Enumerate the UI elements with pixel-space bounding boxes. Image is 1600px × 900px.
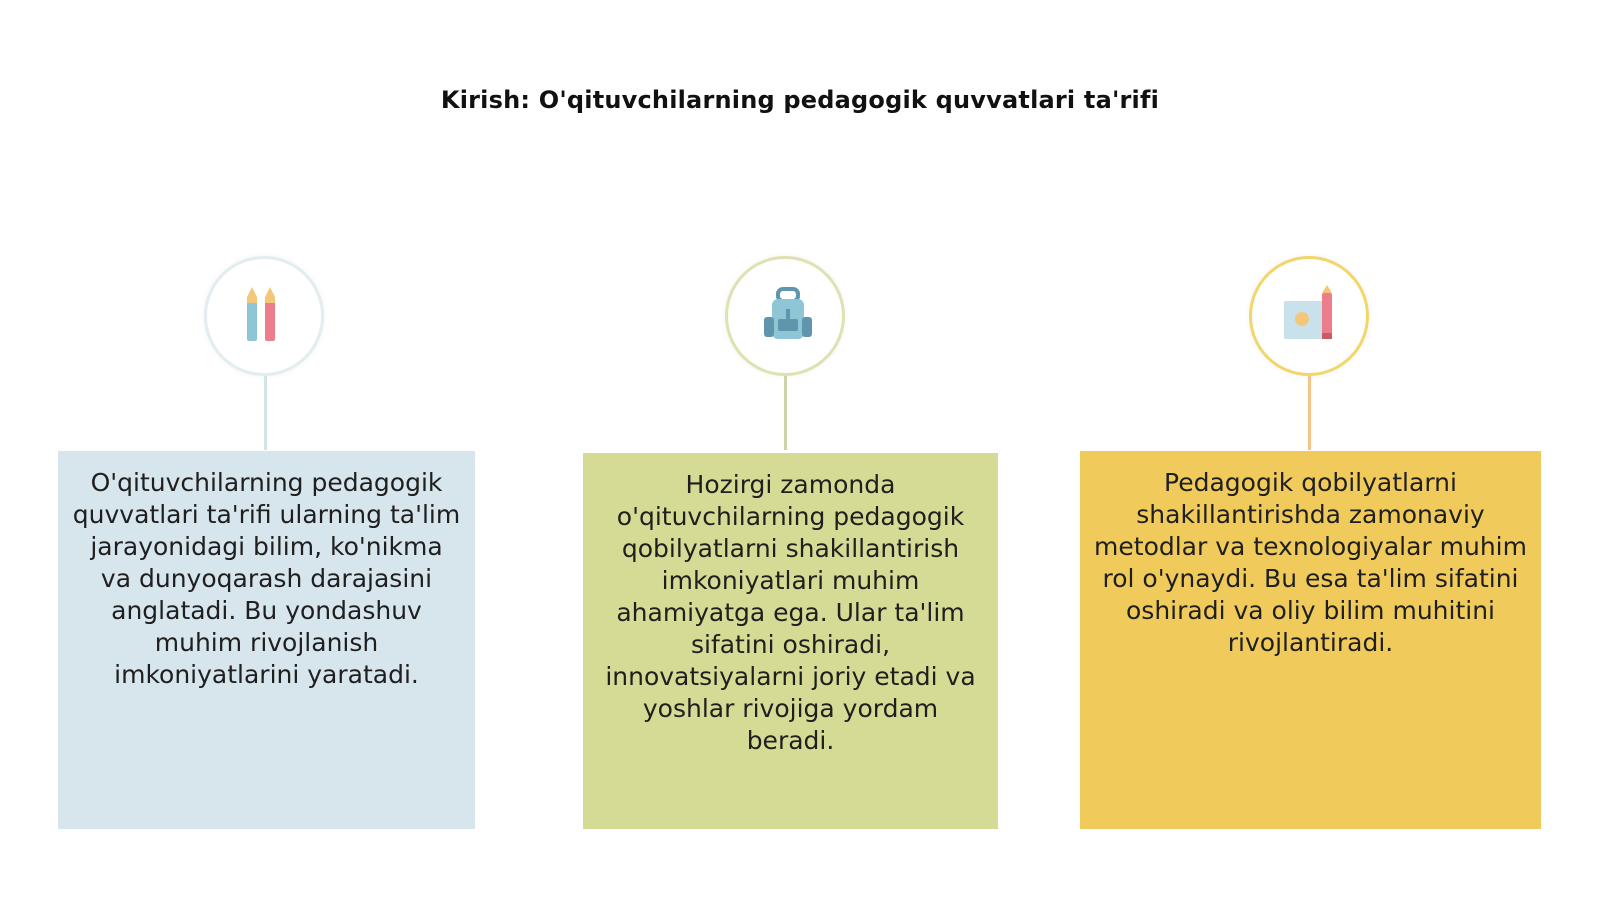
- card-1-text: O'qituvchilarning pedagogik quvvatlari ta'rifi ularning ta'lim jarayonidagi bilim, ko'nikma va dunyoqarash darajasini anglatadi. Bu yondashuv muhim rivojlanish imkoniyatlarini yaratadi.: [72, 468, 461, 689]
- pencils-icon: [231, 283, 303, 355]
- slide-title: Kirish: O'qituvchilarning pedagogik quvvatlari ta'rifi: [440, 86, 1160, 114]
- card-2: [583, 453, 998, 829]
- card-3-text: Pedagogik qobilyatlarni shakillantirishda zamonaviy metodlar va texnologiyalar muhim rol o'ynaydi. Bu esa ta'lim sifatini oshiradi va oliy bilim muhitini rivojlantiradi.: [1094, 468, 1527, 657]
- node-circle-1: [204, 256, 324, 376]
- node-circle-3: [1249, 256, 1369, 376]
- card-1: [58, 451, 475, 829]
- backpack-icon: [752, 283, 824, 355]
- card-3: [1080, 451, 1541, 829]
- connector-line-2: [784, 376, 787, 450]
- card-2-text: Hozirgi zamonda o'qituvchilarning pedagogik qobilyatlarni shakillantirish imkoniyatlari muhim ahamiyatga ega. Ular ta'lim sifatini oshiradi, innovatsiyalarni joriy etadi va yoshlar rivojiga yordam beradi.: [605, 470, 976, 755]
- drawing-pencil-icon: [1276, 283, 1348, 355]
- connector-line-3: [1308, 376, 1311, 450]
- connector-line-1: [264, 376, 267, 450]
- node-circle-2: [725, 256, 845, 376]
